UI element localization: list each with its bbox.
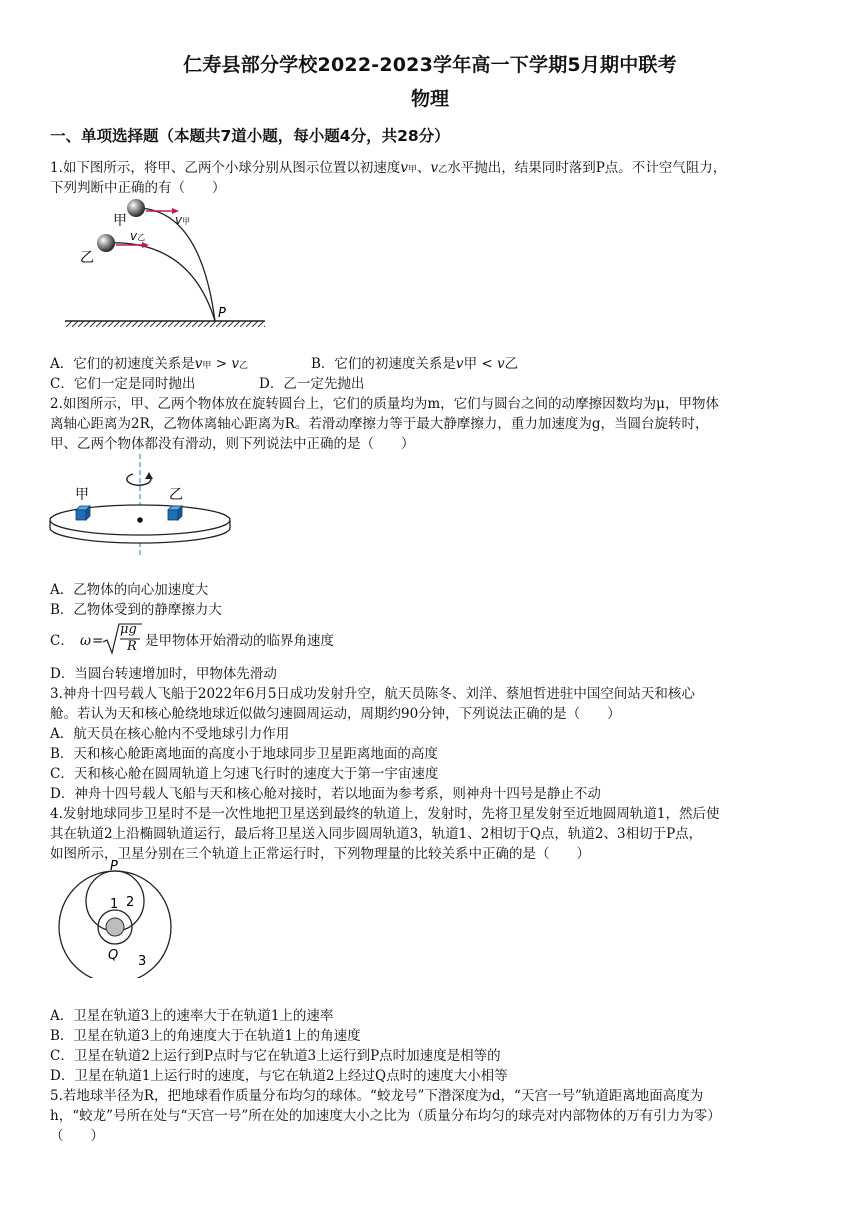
ball-yi bbox=[97, 234, 115, 252]
block-jia bbox=[76, 506, 90, 520]
q3-stem-line1: 3.神舟十四号载人飞船于2022年6月5日成功发射升空，航天员陈冬、刘洋、蔡旭哲进驻中国空间站天和核心 bbox=[50, 686, 695, 702]
label-jia: 甲 bbox=[113, 213, 127, 229]
q2-stem-line2: 离轴心距离为2R，乙物体离轴心距离为R。若滑动摩擦力等于最大静摩擦力，重力加速度为g，当圆台旋转时， bbox=[50, 416, 709, 432]
rotation-arrowhead bbox=[145, 472, 153, 479]
ball-jia bbox=[127, 199, 145, 217]
q2-option-a: A．乙物体的向心加速度大 bbox=[50, 582, 209, 598]
q3-option-d: D．神舟十四号载人飞船与天和核心舱对接时，若以地面为参考系，则神舟十四号是静止不动 bbox=[50, 786, 601, 802]
label-q: Q bbox=[108, 948, 119, 963]
label-3: 3 bbox=[138, 954, 147, 969]
q2-option-d: D．当圆台转速增加时，甲物体先滑动 bbox=[50, 666, 277, 682]
q5-stem-line1: 5.若地球半径为R，把地球看作质量分布均匀的球体。“蛟龙号”下潜深度为d，“天宫一号”轨道距离地面高度为 bbox=[50, 1088, 704, 1104]
exam-title: 仁寿县部分学校2022-2023学年高一下学期5月期中联考 bbox=[183, 54, 677, 76]
exam-subject: 物理 bbox=[410, 88, 449, 110]
label-jia: 甲 bbox=[75, 487, 89, 503]
q3-stem-line2: 舱。若认为天和核心舱绕地球近似做匀速圆周运动，周期约90分钟，下列说法正确的是（ ） bbox=[50, 706, 621, 722]
q1-option-d: D．乙一定先抛出 bbox=[259, 376, 365, 392]
q4-stem-line1: 4.发射地球同步卫星时不是一次性地把卫星送到最终的轨道上，发射时，先将卫星发射至近地圆周轨道1，然后使 bbox=[50, 806, 720, 822]
q3-option-a: A．航天员在核心舱内不受地球引力作用 bbox=[50, 726, 290, 742]
q1-option-b: B．它们的初速度关系是v甲 < v乙 bbox=[311, 356, 519, 372]
q4-option-b: B．卫星在轨道3上的角速度大于在轨道1上的角速度 bbox=[50, 1028, 361, 1044]
section-heading: 一、单项选择题（本题共7道小题，每小题4分，共28分） bbox=[50, 127, 450, 145]
q4-option-c: C．卫星在轨道2上运行到P点时与它在轨道3上运行到P点时加速度是相等的 bbox=[50, 1048, 501, 1064]
exam-page: 仁寿县部分学校2022-2023学年高一下学期5月期中联考 物理 一、单项选择题（本题共7道小题，每小题4分，共28分） 1.如下图所示，将甲、乙两个小球分别从图示位置以初速度v甲、v乙水平抛出，结果同时落到P点。不计空气阻力， 下列判断中正确的有（ ） 甲 乙 v甲 v乙 P A．它们的初速度关系是v甲 > v乙 B．它们的初速度关系是v甲 < v乙 C．它们一定是同时抛出 D．乙一定先抛出 2.如图所示，甲、乙两个物体放在旋转圆台上，它们的质量均为m，它们与圆台之间的动摩擦因数均为μ，甲物体 离轴心距离为2R，乙物体离轴心距离为R。若滑动摩擦力等于最大静摩擦力，重力加速度为g，当圆台旋转时， 甲、乙两个物体都没有滑动，则下列说法中正确的是（ ） 甲 乙 A．乙物体的向心加速度大 B．乙物体受到的静摩擦力大 C． ω = μg R 是甲物体开始滑动的临界角速度 D．当圆台转速增加时，甲物体先滑动 3.神舟十四号载人飞船于2022年6月5日成功发射升空，航天员陈冬、刘洋、蔡旭哲进驻中国空间站天和核心 舱。若认为天和核心舱绕地球近似做匀速圆周运动，周期约90分钟，下列说法正确的是（ ） A．航天员在核心舱内不受地球引力作用 B．天和核心舱距离地面的高度小于地球同步卫星距离地面的高度 C．天和核心舱在圆周轨道上匀速飞行时的速度大于第一宇宙速度 D．神舟十四号载人飞船与天和核心舱对接时，若以地面为参考系，则神舟十四号是静止不动 4.发射地球同步卫星时不是一次性地把卫星送到最终的轨道上，发射时，先将卫星发射至近地圆周轨道1，然后使 其在轨道2上沿椭圆轨道运行，最后将卫星送入同步圆周轨道3，轨道1、2相切于Q点，轨道2、3相切于P点， 如图所示，卫星分别在三个轨道上正常运行时，下列物理量的比较关系中正确的是（ ） P 1 2 Q 3 A．卫星在轨道3上的速率大于在轨道1上的速率 B．卫星在轨道3上的角速度大于在轨道1上的角速度 C．卫星在轨道2上运行到P点时与它在轨道3上运行到P点时加速度是相等的 D．卫星在轨道1上运行时的速度，与它在轨道2上经过Q点时的速度大小相等 5.若地球半径为R，把地球看作质量分布均匀的球体。“蛟龙号”下潜深度为d，“天宫一号”轨道距离地面高度为 h，“蛟龙”号所在处与“天宫一号”所在处的加速度大小之比为（质量分布均匀的球壳对内部物体的万有引力为零） （ ） bbox=[0, 0, 860, 1216]
earth bbox=[106, 918, 124, 936]
label-p: P bbox=[110, 859, 118, 874]
label-yi: 乙 bbox=[169, 487, 183, 503]
q4-stem-line3: 如图所示，卫星分别在三个轨道上正常运行时，下列物理量的比较关系中正确的是（ ） bbox=[50, 846, 590, 862]
ground-hatch bbox=[65, 321, 265, 327]
q2-figure bbox=[45, 452, 245, 560]
label-2: 2 bbox=[126, 895, 135, 910]
q4-option-a: A．卫星在轨道3上的速率大于在轨道1上的速率 bbox=[50, 1008, 334, 1024]
q2-option-b: B．乙物体受到的静摩擦力大 bbox=[50, 602, 222, 618]
q4-stem-line2: 其在轨道2上沿椭圆轨道运行，最后将卫星送入同步圆周轨道3，轨道1、2相切于Q点，轨道2、3相切于P点， bbox=[50, 826, 703, 842]
q5-stem-line2: h，“蛟龙”号所在处与“天宫一号”所在处的加速度大小之比为（质量分布均匀的球壳对内部物体的万有引力为零） bbox=[50, 1108, 721, 1124]
label-p: P bbox=[218, 306, 226, 321]
q2-stem-line1: 2.如图所示，甲、乙两个物体放在旋转圆台上，它们的质量均为m，它们与圆台之间的动摩擦因数均为μ，甲物体 bbox=[50, 396, 719, 412]
label-1: 1 bbox=[110, 897, 119, 912]
label-v-yi: v乙 bbox=[130, 229, 146, 243]
axis-center-dot bbox=[137, 517, 143, 523]
label-yi: 乙 bbox=[80, 250, 94, 266]
label-v-jia: v甲 bbox=[175, 213, 191, 227]
q4-figure bbox=[50, 858, 180, 978]
q1-option-a: A．它们的初速度关系是v甲 > v乙 bbox=[50, 356, 248, 372]
q1-stem-line2: 下列判断中正确的有（ ） bbox=[50, 180, 226, 196]
q1-stem-line1: 1.如下图所示，将甲、乙两个小球分别从图示位置以初速度v甲、v乙水平抛出，结果同时落到P点。不计空气阻力， bbox=[50, 160, 727, 176]
q2-stem-line3: 甲、乙两个物体都没有滑动，则下列说法中正确的是（ ） bbox=[50, 436, 415, 452]
q5-stem-line3: （ ） bbox=[50, 1128, 104, 1144]
q4-option-d: D．卫星在轨道1上运行时的速度，与它在轨道2上经过Q点时的速度大小相等 bbox=[50, 1068, 508, 1084]
q3-option-b: B．天和核心舱距离地面的高度小于地球同步卫星距离地面的高度 bbox=[50, 746, 438, 762]
q3-option-c: C．天和核心舱在圆周轨道上匀速飞行时的速度大于第一宇宙速度 bbox=[50, 766, 439, 782]
q1-option-c: C．它们一定是同时抛出 bbox=[50, 376, 196, 392]
block-yi bbox=[168, 506, 182, 520]
q1-figure bbox=[60, 195, 270, 335]
